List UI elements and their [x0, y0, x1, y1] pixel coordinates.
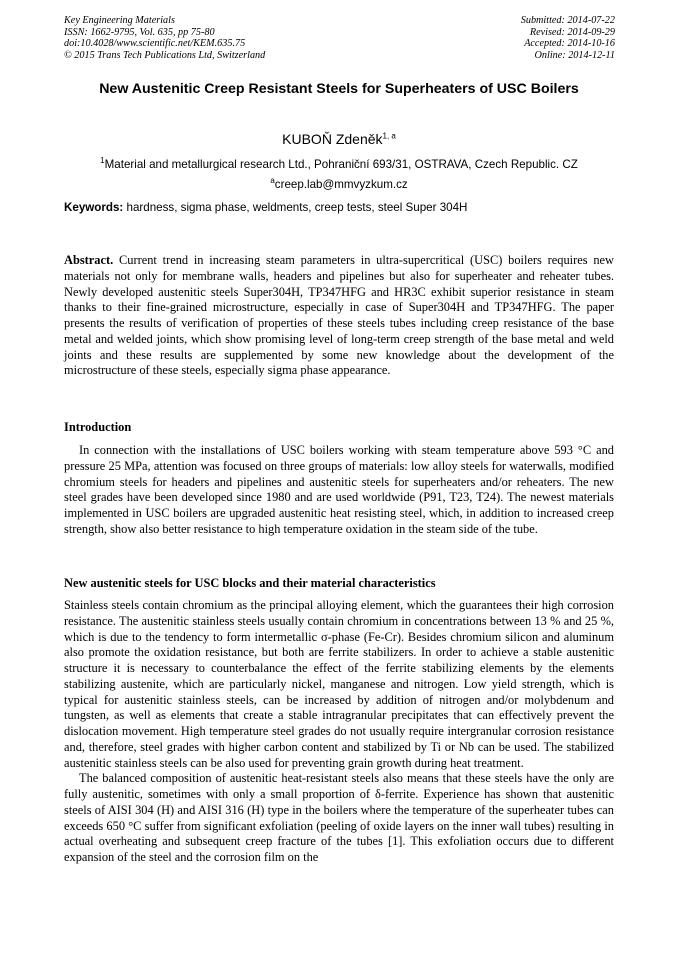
section2-paragraph-2: The balanced composition of austenitic heat-resistant steels also means that these steels have the only are fully austenitic, sometimes with only a small proportion of δ-ferrite. Experience has shown that austenitic steels of AISI 304 (H) and AISI 316 (H) type in the boilers where the temperature of the superheater tubes can exceeds 650 °C suffer from significant exfoliation (peeling of oxide layers on the inner wall tubes) resulting in actual overheating and subsequent creep fracture of the tubes [1]. This exfoliation occurs due to different expansion of the steel and the corrosion film on the: [64, 771, 614, 864]
author-name: KUBOŇ Zdeněk: [282, 131, 383, 147]
section2-paragraph-1: Stainless steels contain chromium as the principal alloying element, which the guarantees their high corrosion resistance. The austenitic stainless steels usually contain chromium in concentrations between 13 % and 25 %, which is due to the tendency to form intermetallic σ-phase (Fe-Cr). Besides chromium silicon and aluminum also promote the oxidation resistance, but both are ferrite stabilizers. In order to achieve a stable austenitic structure it is necessary to counterbalance the effect of the ferrite stabilizing elements by the elements stabilizing austenite, which are particularly nickel, manganese and nitrogen. Low yield strength, which is typical for austenitic stainless steels, can be increased by addition of nitrogen and/or molybdenum and tungsten, as well as elements that create a stable intragranular precipitates that can effectively prevent the dislocation movement. High temperature steel grades do not usually require intergranular corrosion resistance and, therefore, steel grades with higher carbon content and stabilized by Ti or Nb can be used. The stabilized austenitic stainless steels can be also used for preventing grain growth during heat treatment.: [64, 598, 614, 770]
author-line: [0, 131, 678, 147]
journal-info: [64, 15, 265, 61]
submission-dates: [521, 15, 615, 61]
introduction-paragraph: In connection with the installations of USC boilers working with steam temperature above 593 °C and pressure 25 MPa, attention was focused on three groups of materials: low alloy steels for waterwalls, modified chromium steels for headers and pipelines and austenitic steels for superheaters and/or reheaters. The new steel grades have been developed since 1980 and are used worldwide (P91, T23, T24). The newest materials implemented in USC boilers are upgraded austenitic heat resisting steel, which, in addition to increased creep strength, show also better resistance to high temperature oxidation in the steam side of the tube.: [64, 443, 614, 536]
abstract-paragraph: [64, 253, 614, 379]
keywords-line: [64, 201, 467, 214]
introduction-section: [64, 443, 614, 538]
section2-body: [64, 598, 614, 866]
section2-heading: New austenitic steels for USC blocks and their material characteristics: [64, 576, 436, 590]
issn-line: ISSN: 1662-9795, Vol. 635, pp 75-80: [64, 26, 215, 38]
revised-date: Revised: 2014-09-29: [529, 26, 615, 38]
paper-title: New Austenitic Creep Resistant Steels for Superheaters of USC Boilers: [99, 81, 579, 97]
abstract-text: Current trend in increasing steam parameters in ultra-supercritical (USC) boilers requires new materials not only for membrane walls, headers and pipelines but also for superheater and reheater tubes. Newly developed austenitic steels Super304H, TP347HFG and HR3C exhibit superior resistance in steam thanks to their fine-grained microstructure, especially in case of Super304H and TP347HFG. The paper presents the results of verification of properties of these steels tubes including creep resistance of the base metal and welded joints, which show promising level of long-term creep strength of the base metal and weld joints and these results are supplemented by some new knowledge about the development of the microstructure of these steels, especially sigma phase appearance.: [64, 253, 614, 378]
affiliation-line: [0, 158, 678, 171]
doi-line[interactable]: doi:10.4028/www.scientific.net/KEM.635.75: [64, 38, 246, 49]
keywords-text: hardness, sigma phase, weldments, creep tests, steel Super 304H: [126, 201, 468, 214]
email-address[interactable]: creep.lab@mmvyzkum.cz: [274, 178, 408, 191]
online-date: Online: 2014-12-11: [534, 49, 615, 61]
copyright-line: © 2015 Trans Tech Publications Ltd, Switzerland: [64, 49, 266, 61]
email-line: [0, 178, 678, 191]
author-affiliation-mark: 1, a: [382, 131, 396, 141]
affiliation-text: Material and metallurgical research Ltd., Pohraniční 693/31, OSTRAVA, Czech Republic. CZ: [104, 158, 578, 171]
keywords-label: Keywords:: [64, 201, 124, 214]
affiliation-mark: 1: [100, 156, 105, 166]
introduction-heading: Introduction: [64, 420, 132, 434]
accepted-date: Accepted: 2014-10-16: [524, 38, 615, 49]
submitted-date: Submitted: 2014-07-22: [520, 15, 615, 26]
abstract-label: Abstract.: [64, 253, 114, 267]
journal-name: Key Engineering Materials: [64, 15, 175, 26]
email-mark: a: [270, 176, 275, 186]
